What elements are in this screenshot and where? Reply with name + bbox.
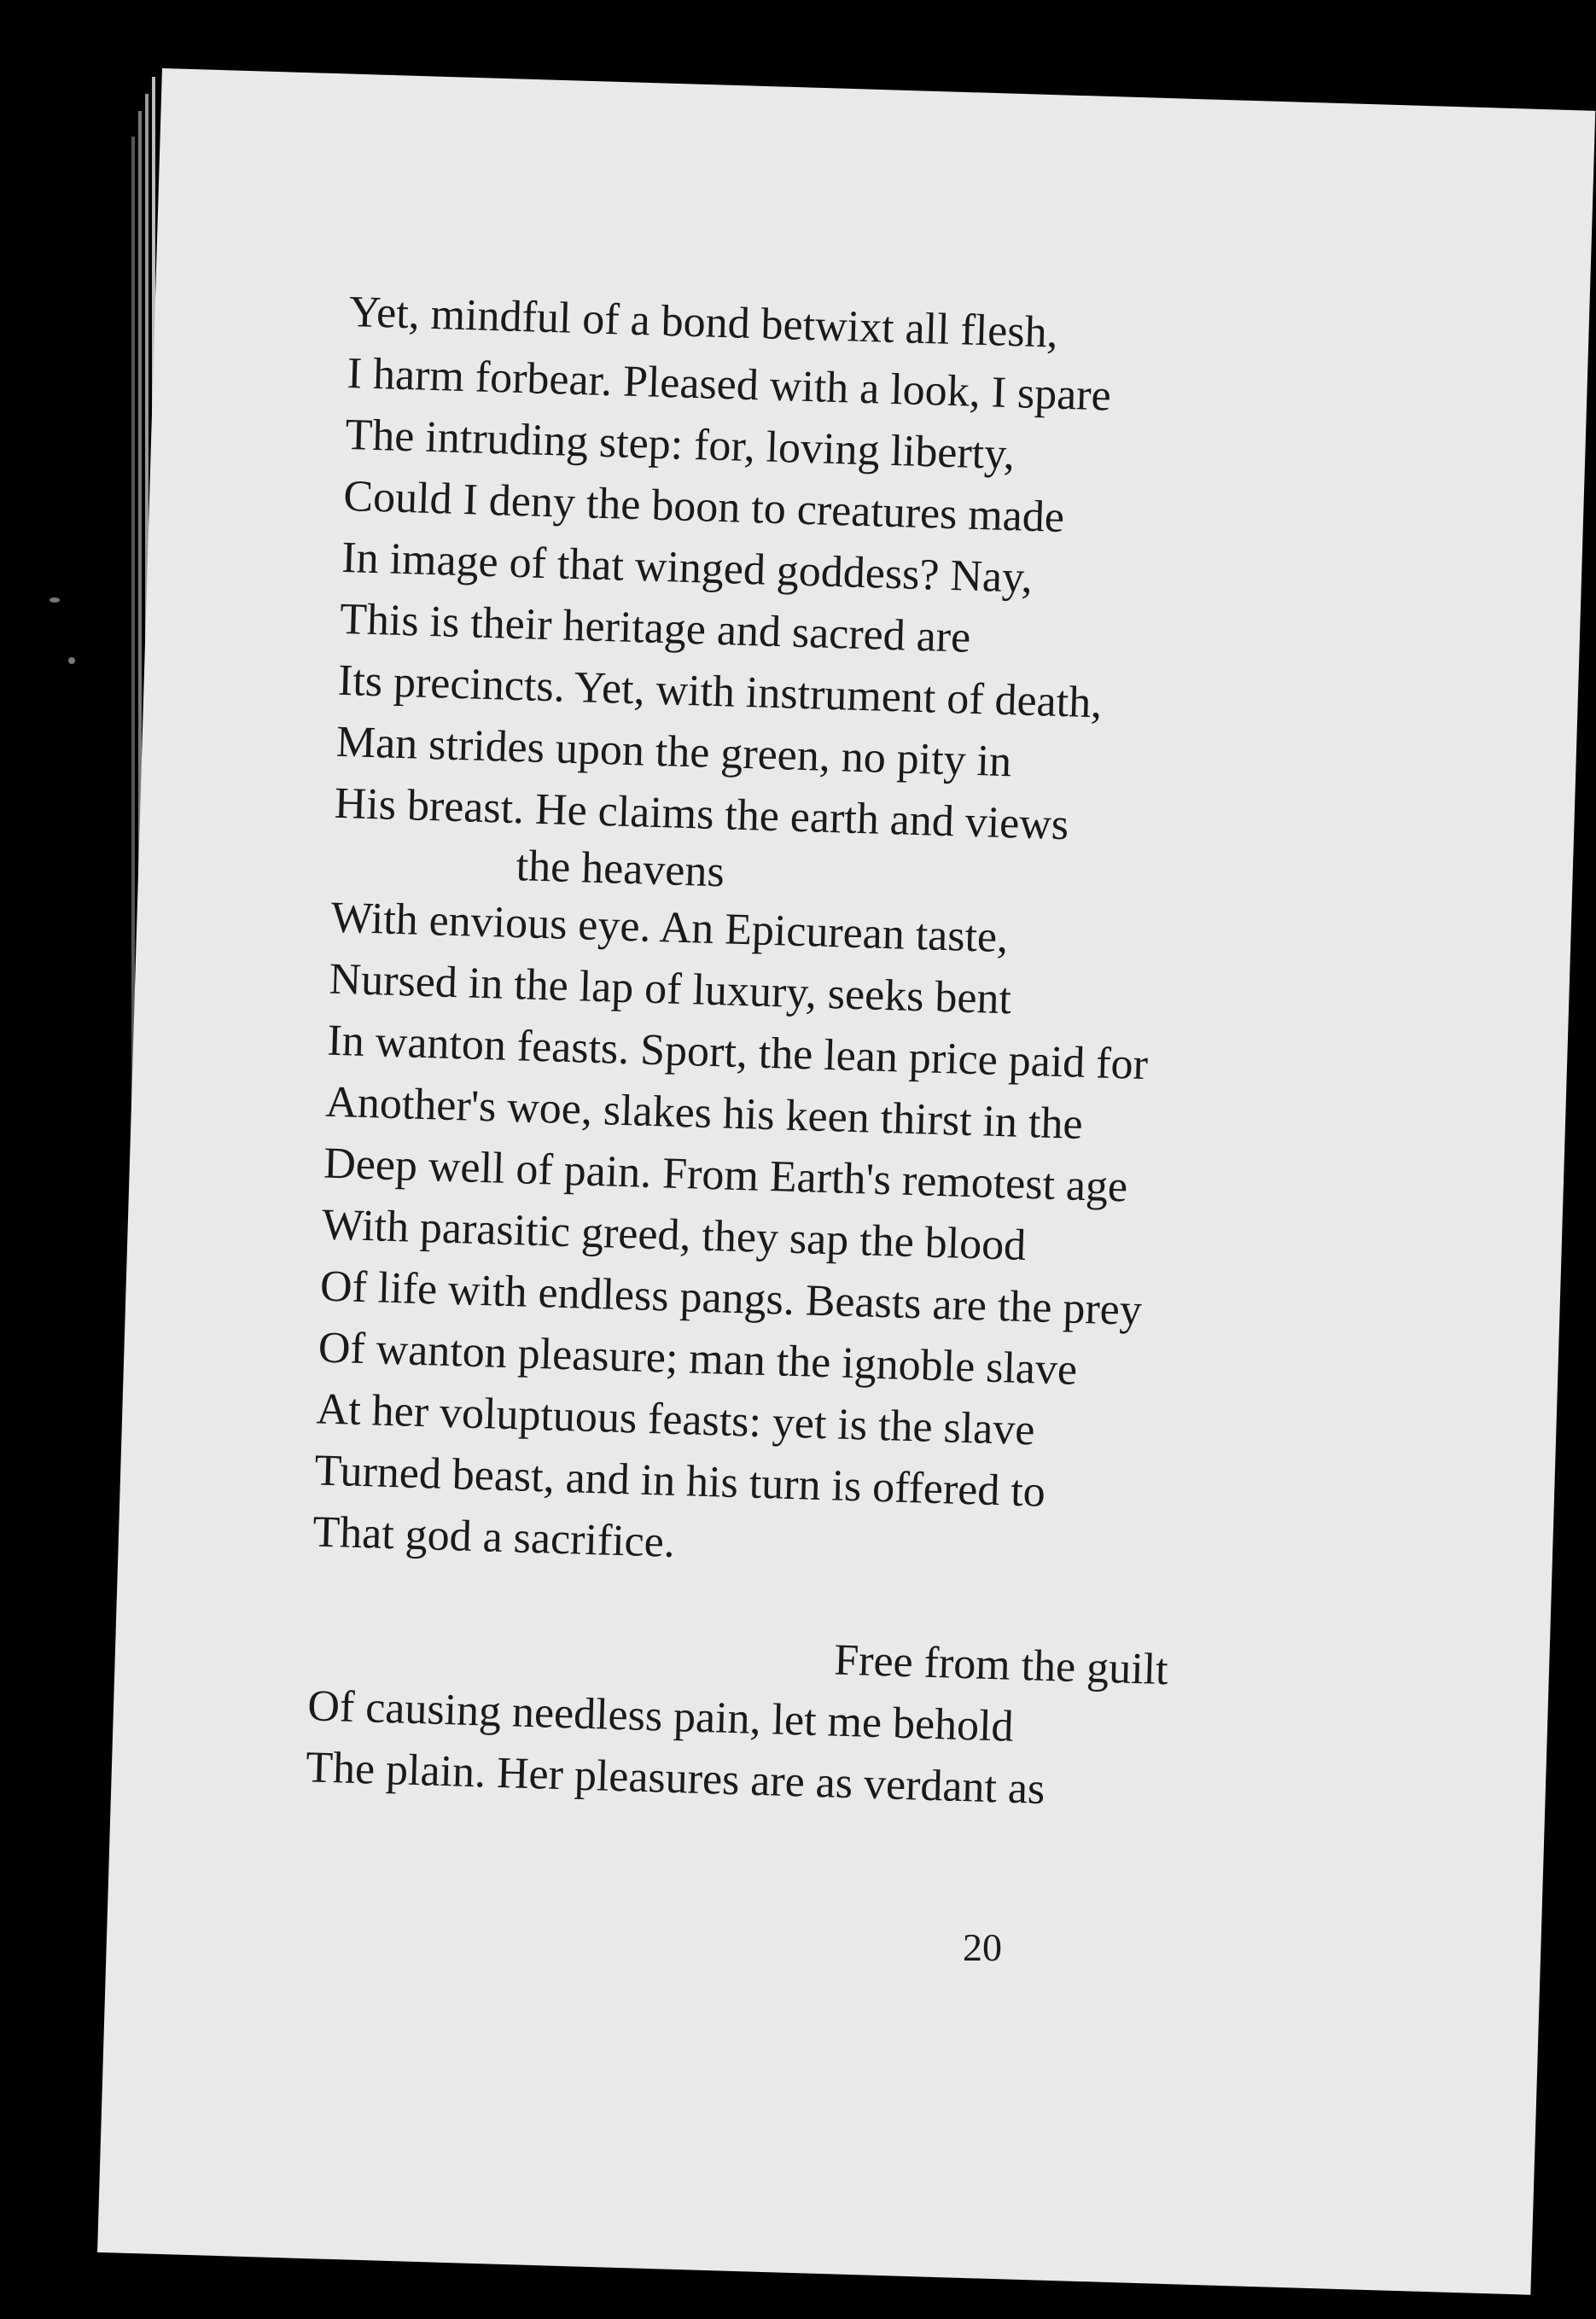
poem-line: Deep well of pain. From Earth's remotest age: [323, 1139, 1128, 1212]
poem-text: [305, 282, 1209, 1824]
poem-line: Turned beast, and in his turn is offered to: [313, 1446, 1046, 1517]
scan-speck: [50, 597, 60, 603]
poem-line: At her voluptuous feasts: yet is the slave: [315, 1384, 1036, 1455]
poem-line: The intruding step: for, loving liberty,: [344, 410, 1016, 480]
page-number: 20: [963, 1926, 1002, 1969]
scan-speck: [68, 657, 75, 664]
poem-line: Its precincts. Yet, with instrument of death,: [337, 655, 1104, 728]
poem-line: Yet, mindful of a bond betwixt all flesh,: [348, 287, 1059, 358]
poem-line: Of causing needless pain, let me behold: [306, 1681, 1015, 1751]
poem-line: With envious eye. An Epicurean taste,: [330, 893, 1009, 963]
poem-line: Another's woe, slakes his keen thirst in the: [324, 1077, 1084, 1149]
poem-line: The plain. Her pleasures are as verdant as: [305, 1743, 1046, 1814]
poem-line: His breast. He claims the earth and views: [334, 778, 1069, 850]
poem-line: That god a sacrifice.: [312, 1507, 676, 1567]
poem-line: With parasitic greed, they sap the blood: [321, 1200, 1028, 1270]
poem-line: This is their heritage and sacred are: [339, 594, 972, 662]
poem-line: Free from the guilt: [833, 1635, 1169, 1695]
poem-line: In wanton feasts. Sport, the lean price paid for: [326, 1016, 1149, 1090]
poem-line: I harm forbear. Pleased with a look, I spare: [346, 348, 1112, 421]
poem-line: Could I deny the boon to creatures made: [342, 471, 1065, 542]
poem-line: Man strides upon the green, no pity in: [335, 717, 1012, 787]
poem-line: Nursed in the lap of luxury, seeks bent: [328, 954, 1012, 1024]
poem-line-continuation: the heavens: [515, 842, 725, 897]
poem-line: Of wanton pleasure; man the ignoble slave: [317, 1323, 1078, 1395]
poem-line: In image of that winged goddess? Nay,: [341, 533, 1034, 603]
poem-line: Of life with endless pangs. Beasts are the prey: [319, 1261, 1143, 1336]
